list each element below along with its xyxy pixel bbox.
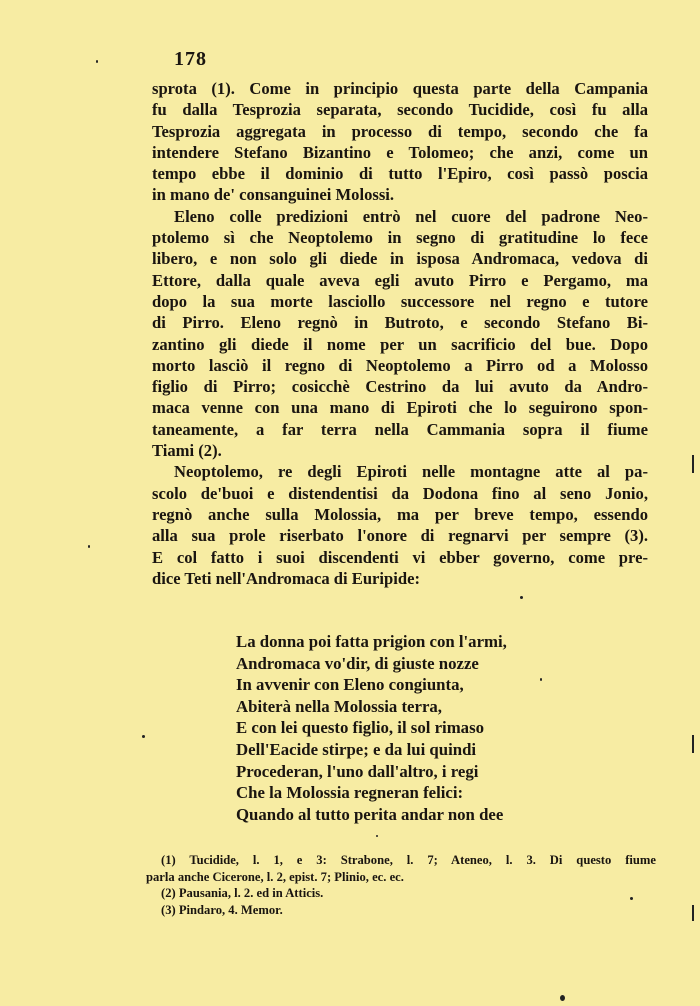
scan-speck <box>630 897 633 900</box>
verse-line: E con lei questo figlio, il sol rimaso <box>236 718 484 738</box>
text-line: in mano de' consanguinei Molossi. <box>152 185 395 205</box>
text-line: di Pirro. Eleno regnò in Butroto, e secondo Stefano Bi- <box>152 313 648 333</box>
text-line: E col fatto i suoi discendenti vi ebber governo, come pre- <box>152 547 648 567</box>
scan-speck <box>88 545 90 548</box>
text-line: morto lasciò il regno di Neoptolemo a Pirro od a Molosso <box>152 355 648 375</box>
text-line: dopo la sua morte lasciollo successore nel regno e tutore <box>152 291 648 311</box>
page-edge-mark <box>692 735 694 753</box>
verse-line: Quando al tutto perita andar non dee <box>236 804 504 824</box>
text-line: dice Teti nell'Andromaca di Euripide: <box>152 568 420 588</box>
text-line: Tiami (2). <box>152 441 222 461</box>
text-line: tempo ebbe il dominio di tutto l'Epiro, così passò poscia <box>152 164 648 184</box>
footnote-line: (3) Pindaro, 4. Memor. <box>161 902 283 917</box>
text-line: intendere Stefano Bizantino e Tolomeo; che anzi, come un <box>152 142 648 162</box>
main-text <box>152 78 648 589</box>
text-line: sprota (1). Come in principio questa parte della Campania <box>152 79 648 98</box>
page-edge-mark <box>692 905 694 921</box>
verse-line: Dell'Eacide stirpe; e da lui quindi <box>236 739 477 759</box>
footnote-line: (1) Tucidide, l. 1, e 3: Strabone, l. 7; Ateneo, l. 3. Di questo fiume <box>161 853 656 867</box>
text-line: fu dalla Tesprozia separata, secondo Tucidide, così fu alla <box>152 100 648 120</box>
text-line: libero, e non solo gli diede in isposa Andromaca, vedova di <box>152 249 648 269</box>
footnote-line: (2) Pausania, l. 2. ed in Atticis. <box>161 886 324 901</box>
scan-speck <box>96 60 98 63</box>
scan-speck <box>142 735 145 738</box>
footnotes <box>146 852 656 918</box>
text-line: Neoptolemo, re degli Epiroti nelle montagne atte al pa- <box>174 462 648 482</box>
verse-line: Che la Molossia regneran felici: <box>236 783 464 803</box>
scan-speck <box>560 995 565 1001</box>
text-line: scolo de'buoi e distendentisi da Dodona fino al seno Jonio, <box>152 483 648 503</box>
verse-quotation <box>236 631 507 825</box>
text-line: alla sua prole riserbato l'onore di regnarvi per sempre (3). <box>152 526 648 546</box>
footnote-line: parla anche Cicerone, l. 2, epist. 7; Plinio, ec. ec. <box>146 869 404 884</box>
page-edge-mark <box>692 455 694 473</box>
verse-line: Procederan, l'uno dall'altro, i regi <box>236 761 479 781</box>
verse-line: La donna poi fatta prigion con l'armi, <box>236 632 507 651</box>
page-number: 178 <box>174 48 207 70</box>
text-line: ptolemo sì che Neoptolemo in segno di gratitudine lo fece <box>152 228 648 248</box>
scan-speck <box>540 678 542 681</box>
verse-line: In avvenir con Eleno congiunta, <box>236 675 464 695</box>
text-line: taneamente, a far terra nella Cammania sopra il fiume <box>152 419 648 439</box>
text-line: regnò anche sulla Molossia, ma per breve tempo, essendo <box>152 504 648 524</box>
scan-speck <box>520 596 523 599</box>
verse-line: Abiterà nella Molossia terra, <box>236 696 442 716</box>
text-line: Ettore, dalla quale aveva egli avuto Pirro e Pergamo, ma <box>152 270 648 290</box>
text-line: Eleno colle predizioni entrò nel cuore del padrone Neo- <box>174 206 648 226</box>
text-line: Tesprozia aggregata in processo di tempo, secondo che fa <box>152 121 648 141</box>
verse-line: Andromaca vo'dir, di giuste nozze <box>236 653 479 673</box>
text-line: figlio di Pirro; cosicchè Cestrino da lui avuto da Andro- <box>152 377 648 397</box>
scan-speck <box>376 835 378 837</box>
text-line: zantino gli diede il nome per un sacrificio del bue. Dopo <box>152 334 648 354</box>
text-line: maca venne con una mano di Epiroti che lo seguirono spon- <box>152 398 648 418</box>
